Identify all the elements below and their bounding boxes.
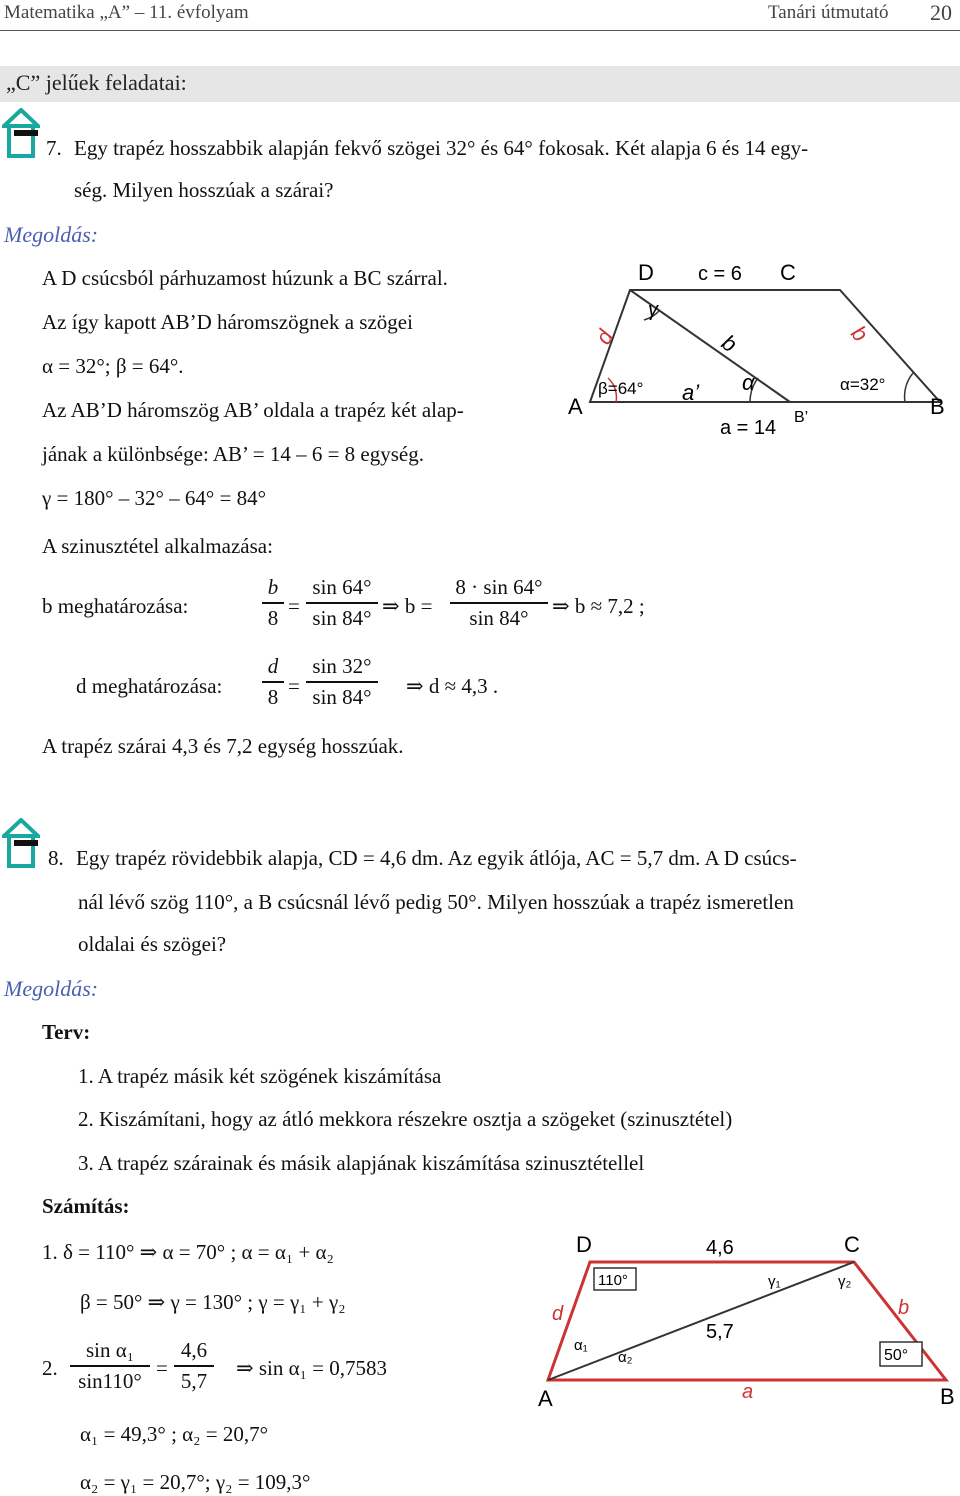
task8-solution-label: Megoldás: (4, 976, 99, 1001)
task7-conclusion: A trapéz szárai 4,3 és 7,2 egység hosszúak. (42, 734, 404, 758)
terv-step1: 1. A trapéz másik két szögének kiszámítása (78, 1064, 442, 1088)
calc3-frac2-den: 5,7 (180, 1368, 208, 1393)
b-eq: = (288, 594, 300, 618)
label-d: d (552, 1303, 564, 1325)
label-A: A (568, 394, 583, 419)
terv-step2: 2. Kiszámítani, hogy az átló mekkora részekre osztja a szögeket (szinusztétel) (78, 1107, 733, 1131)
trapezoid-figure-1 (560, 250, 956, 450)
b-label: b meghatározása: (42, 594, 189, 618)
b-frac1-den: 8 (267, 605, 279, 630)
calc-line1: 1. δ = 110° ⇒ α = 70° ; α = α₁ + α₂ (42, 1240, 334, 1264)
label-B: B (940, 1384, 955, 1409)
task8-text-line2: nál lévő szög 110°, a B csúcsnál lévő pedig 50°. Milyen hosszúak a trapéz ismeretlen (78, 890, 794, 914)
label-b: b (898, 1297, 910, 1319)
label-110: 110° (598, 1272, 628, 1289)
label-D: D (576, 1234, 592, 1257)
d-frac1-num: d (267, 654, 279, 678)
calc-line2: β = 50° ⇒ γ = 130° ; γ = γ₁ + γ₂ (80, 1290, 346, 1314)
calc3-result: ⇒ sin α₁ = 0,7583 (236, 1356, 388, 1380)
b-frac1 (262, 575, 284, 631)
task7-line2: Az így kapott AB’D háromszögnek a szögei (42, 310, 413, 334)
task7-text-line1: Egy trapéz hosszabbik alapján fekvő szögei 32° és 64° fokosak. Két alapja 6 és 14 egy- (74, 136, 809, 160)
d-label: d meghatározása: (76, 674, 223, 698)
b-mid: ⇒ b = (382, 594, 433, 618)
header-subtitle: Tanári útmutató (768, 2, 889, 23)
label-C: C (844, 1234, 860, 1257)
section-bar-label: „C” jelűek feladatai: (6, 70, 187, 95)
task7-line3: α = 32°; β = 64°. (42, 354, 184, 378)
task8-text-line3: oldalai és szögei? (78, 932, 227, 956)
alpha-arc-2 (905, 372, 914, 402)
label-bottom: a (742, 1381, 754, 1403)
header-rule (0, 30, 960, 31)
label-b-outer: b (846, 320, 874, 347)
task8-text-line1: Egy trapéz rövidebbik alapja, CD = 4,6 dm. Az egyik átlója, AC = 5,7 dm. A D csúcs- (76, 846, 797, 870)
calc3-frac1-den: sin110° (78, 1368, 142, 1393)
task7-line1: A D csúcsból párhuzamost húzunk a BC szárral. (42, 266, 448, 290)
calc-line4: α₁ = 49,3° ; α₂ = 20,7° (80, 1422, 268, 1446)
label-beta: β=64° (598, 379, 644, 398)
b-frac2 (306, 575, 378, 631)
task7-line5: jának a különbsége: AB’ = 14 – 6 = 8 egység. (42, 442, 424, 466)
task7-line7: A szinusztétel alkalmazása: (42, 534, 273, 558)
label-c: c = 6 (698, 263, 742, 285)
label-gamma: γ (648, 299, 658, 321)
label-gamma2: γ₂ (838, 1273, 852, 1290)
label-diag: 5,7 (706, 1321, 734, 1343)
b-frac3-den: sin 84° (469, 605, 529, 630)
terv-step3: 3. A trapéz szárainak és másik alapjának kiszámítása szinusztétellel (78, 1151, 645, 1175)
label-B: B (930, 394, 945, 419)
label-alpha1: α₁ (574, 1337, 588, 1354)
page-number: 20 (930, 0, 952, 25)
d-frac2-den: sin 84° (312, 684, 372, 709)
task7-line4: Az AB’D háromszög AB’ oldala a trapéz két alap- (42, 398, 464, 422)
b-frac3 (450, 575, 548, 631)
label-C: C (780, 260, 796, 285)
house-icon (2, 818, 40, 870)
b-result: ⇒ b ≈ 7,2 ; (552, 594, 645, 618)
task7-text-line2: ség. Milyen hosszúak a szárai? (74, 178, 334, 202)
task7-line6: γ = 180° – 32° – 64° = 84° (42, 486, 267, 510)
calc3-prefix: 2. (42, 1356, 58, 1380)
d-frac1 (262, 654, 284, 710)
calc3-eq: = (156, 1356, 168, 1380)
calc3-frac1 (70, 1338, 150, 1394)
task7-number: 7. (46, 136, 62, 160)
task7-solution-label: Megoldás: (4, 222, 99, 247)
b-frac2-num: sin 64° (312, 575, 372, 599)
calc3-frac2 (174, 1338, 214, 1394)
label-d: d (590, 325, 619, 349)
d-frac1-den: 8 (267, 684, 279, 709)
calc3-frac1-num: sin α₁ (85, 1338, 135, 1362)
d-eq: = (288, 674, 300, 698)
b-frac2-den: sin 84° (312, 605, 372, 630)
b-frac1-num: b (267, 575, 279, 599)
calc3-frac2-num: 4,6 (180, 1338, 208, 1362)
d-frac2-num: sin 32° (312, 654, 372, 678)
label-a: a = 14 (720, 417, 777, 439)
label-aprime: a’ (682, 380, 700, 405)
label-D: D (638, 260, 654, 285)
d-result: ⇒ d ≈ 4,3 . (406, 674, 499, 698)
trapezoid-figure-2 (536, 1234, 958, 1414)
calc-line5: α₂ = γ₁ = 20,7°; γ₂ = 109,3° (80, 1470, 311, 1494)
label-alpha2: α₂ (618, 1349, 633, 1366)
header-title: Matematika „A” – 11. évfolyam (4, 2, 249, 23)
label-b-inner: b (717, 329, 742, 358)
label-alpha: α (742, 370, 755, 395)
d-frac2 (306, 654, 378, 710)
task8-number: 8. (48, 846, 64, 870)
label-A: A (538, 1386, 553, 1411)
label-50: 50° (884, 1347, 909, 1364)
terv-label: Terv: (42, 1020, 91, 1044)
b-frac3-num: 8 · sin 64° (455, 575, 543, 599)
szamitas-label: Számítás: (42, 1194, 130, 1218)
label-Bprime: B’ (794, 409, 809, 426)
label-top: 4,6 (706, 1237, 734, 1259)
section-bar (0, 66, 960, 102)
label-gamma1: γ₁ (768, 1273, 781, 1290)
label-alpha32: α=32° (840, 375, 886, 394)
house-icon (2, 108, 40, 160)
